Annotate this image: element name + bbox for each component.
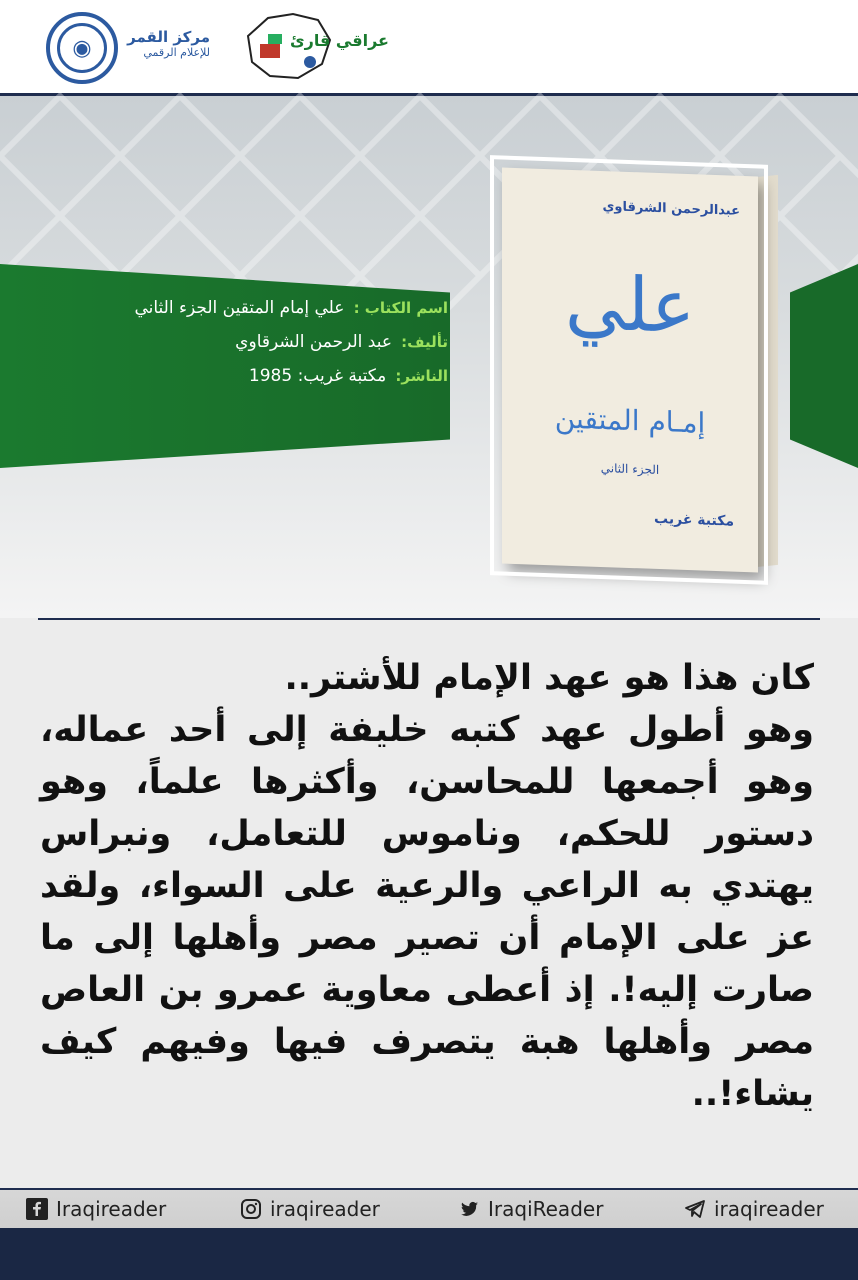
author-label: تأليف: <box>401 333 448 351</box>
qamar-logo-text <box>120 28 210 59</box>
telegram-link[interactable] <box>684 1196 824 1222</box>
title-value: علي إمام المتقين الجزء الثاني <box>134 298 345 318</box>
cover-author: عبدالرحمن الشرقاوي <box>602 199 740 219</box>
qamar-logo-icon: ◉ <box>46 12 118 84</box>
article-first-line: كان هذا هو عهد الإمام للأشتر.. <box>284 658 814 698</box>
cover-publisher: مكتبة غريب <box>654 510 734 530</box>
book-info <box>60 298 448 400</box>
instagram-icon <box>240 1198 262 1220</box>
title-label: اسم الكتاب : <box>353 299 448 317</box>
article-text <box>40 652 814 1120</box>
telegram-handle: iraqireader <box>714 1197 824 1221</box>
bottom-bar <box>0 1228 858 1280</box>
cover-title-sub: إمـام المتقين <box>554 401 706 440</box>
info-author-row <box>60 332 448 352</box>
cover-title-big: علي <box>564 259 696 351</box>
iraqi-reader-logo-icon <box>238 6 389 86</box>
qamar-logo-title: مركز القمر <box>127 28 210 46</box>
header <box>0 0 858 96</box>
facebook-link[interactable] <box>26 1196 166 1222</box>
facebook-icon <box>26 1198 48 1220</box>
publisher-value: مكتبة غريب: 1985 <box>248 366 387 386</box>
divider <box>38 618 820 620</box>
info-title-row <box>60 298 448 318</box>
reader-logo-text: عراقي قارئ <box>290 31 389 50</box>
author-value: عبد الرحمن الشرقاوي <box>235 332 393 352</box>
instagram-link[interactable] <box>240 1196 380 1222</box>
book-frame <box>490 155 768 585</box>
twitter-icon <box>458 1198 480 1220</box>
facebook-handle: Iraqireader <box>56 1197 167 1221</box>
instagram-handle: iraqireader <box>270 1197 380 1221</box>
twitter-handle: IraqiReader <box>488 1197 604 1221</box>
info-publisher-row <box>60 366 448 386</box>
cover-part: الجزء الثاني <box>600 460 660 478</box>
article-paragraph: وهو أطول عهد كتبه خليفة إلى أحد عماله، وهو أجمعها للمحاسن، وأكثرها علماً، وهو دستور للحكم، وناموس للتعامل، ونبراس يهتدي به الراعي والرعية على السواء، ولقد عز على الإمام أن تصير مصر وأهلها إلى ما صارت إليه!. إذ أعطى معاوية عمرو بن العاص مصر وأهلها هبة يتصرف فيها وفيهم كيف يشاء!.. <box>40 710 814 1114</box>
twitter-link[interactable] <box>458 1196 603 1222</box>
publisher-label: الناشر: <box>395 367 448 385</box>
telegram-icon <box>684 1198 706 1220</box>
qamar-logo-subtitle: للإعلام الرقمي <box>143 46 210 59</box>
green-banner-right <box>790 264 858 468</box>
